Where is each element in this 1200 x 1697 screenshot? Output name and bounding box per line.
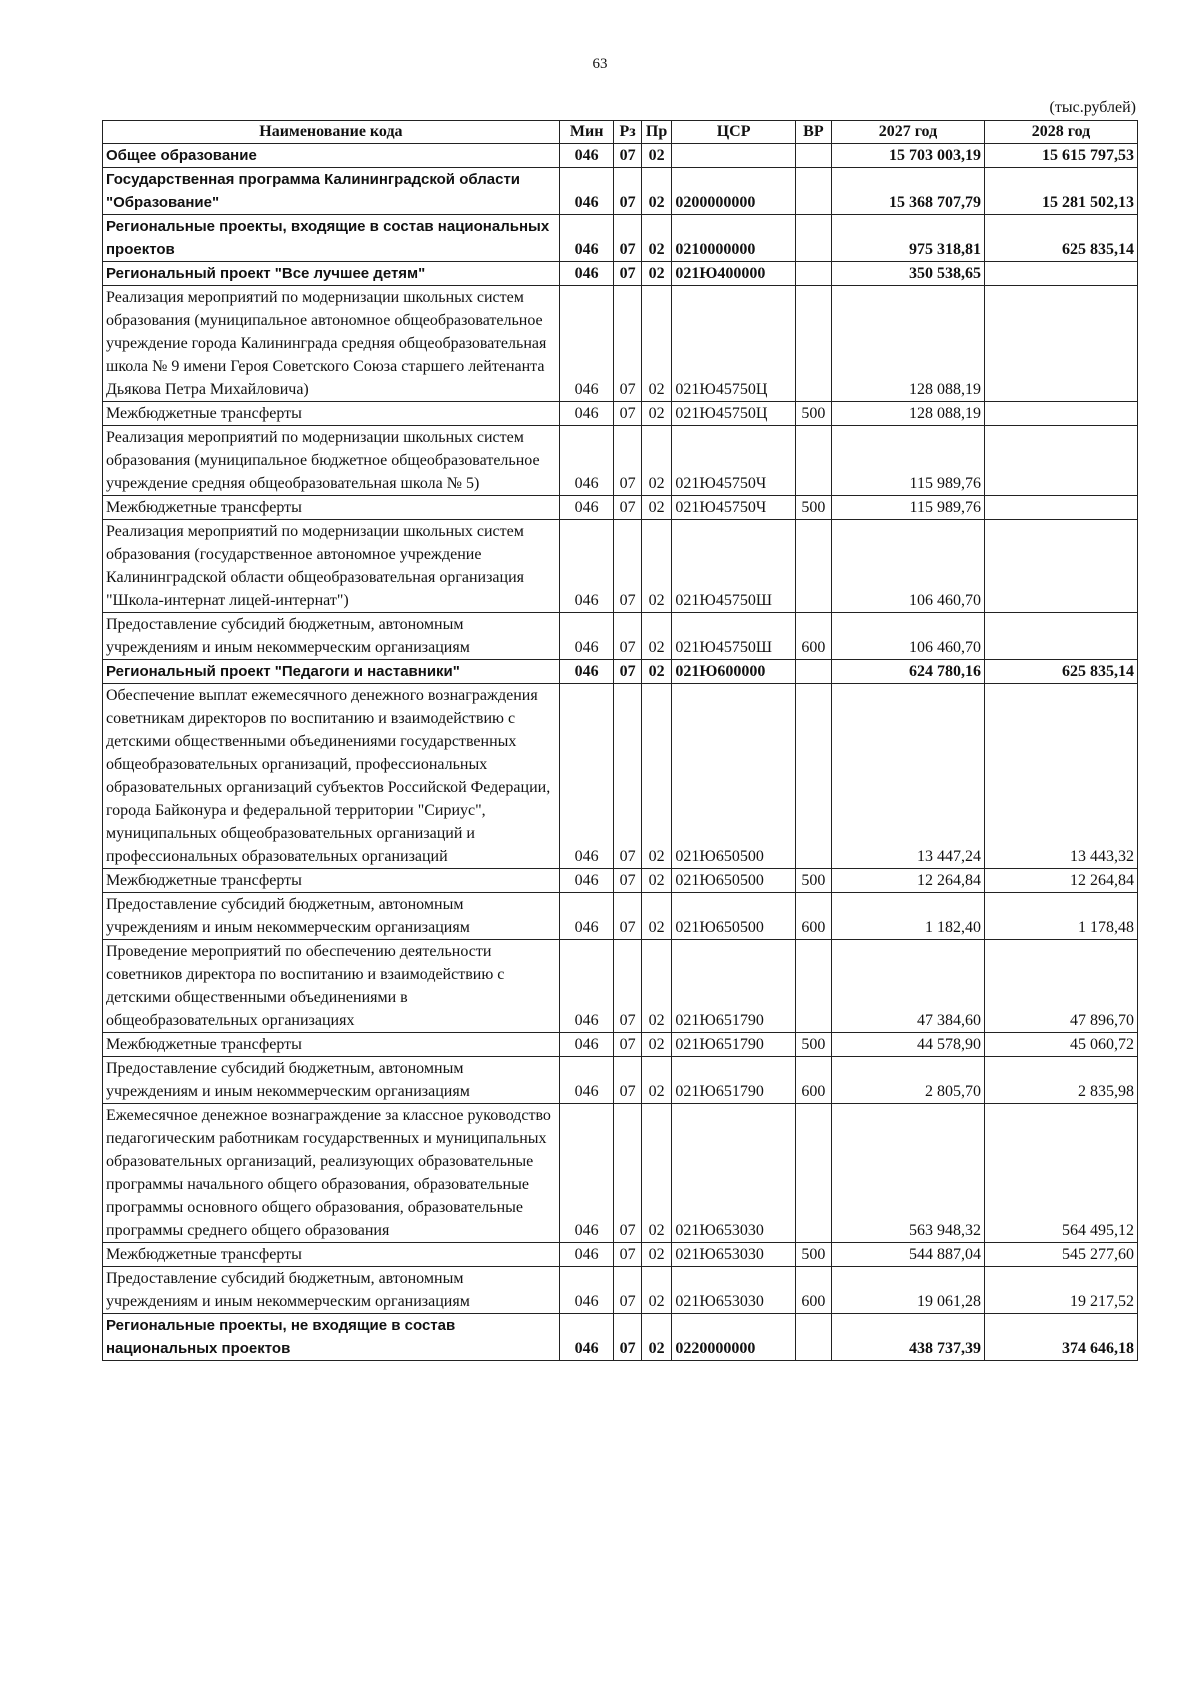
header-pr: Пр (641, 121, 672, 144)
cell-vr (795, 215, 831, 262)
cell-2027: 12 264,84 (831, 869, 984, 893)
cell-2028: 19 217,52 (984, 1267, 1137, 1314)
cell-csr: 021Ю45750Ш (672, 613, 796, 660)
cell-csr: 021Ю650500 (672, 869, 796, 893)
cell-2027: 128 088,19 (831, 286, 984, 402)
cell-min: 046 (559, 660, 614, 684)
cell-vr: 600 (795, 613, 831, 660)
cell-min: 046 (559, 940, 614, 1033)
cell-2027: 15 368 707,79 (831, 168, 984, 215)
cell-2028: 47 896,70 (984, 940, 1137, 1033)
cell-min: 046 (559, 520, 614, 613)
cell-2027: 106 460,70 (831, 520, 984, 613)
cell-2028 (984, 402, 1137, 426)
cell-rz: 07 (614, 940, 641, 1033)
cell-name: Государственная программа Калининградской области "Образование" (103, 168, 560, 215)
cell-name: Межбюджетные трансферты (103, 1243, 560, 1267)
cell-rz: 07 (614, 1314, 641, 1361)
cell-rz: 07 (614, 613, 641, 660)
cell-name: Межбюджетные трансферты (103, 869, 560, 893)
cell-min: 046 (559, 893, 614, 940)
cell-min: 046 (559, 426, 614, 496)
cell-pr: 02 (641, 520, 672, 613)
header-vr: ВР (795, 121, 831, 144)
cell-name: Предоставление субсидий бюджетным, автономным учреждениям и иным некоммерческим организациям (103, 1057, 560, 1104)
cell-csr: 021Ю45750Ч (672, 426, 796, 496)
cell-vr: 600 (795, 1057, 831, 1104)
cell-name: Обеспечение выплат ежемесячного денежного вознаграждения советникам директоров по воспитанию и взаимодействию с детскими общественными объединениями государственных общеобразовательных организаций, профессиональных образовательных организаций субъектов Российской Федерации, города Байконура и федеральной территории "Сириус", муниципальных общеобразовательных организаций и профессиональных образовательных организаций (103, 684, 560, 869)
cell-min: 046 (559, 1243, 614, 1267)
cell-pr: 02 (641, 1033, 672, 1057)
cell-2028 (984, 426, 1137, 496)
table-row (103, 1057, 1138, 1104)
cell-min: 046 (559, 168, 614, 215)
cell-name: Предоставление субсидий бюджетным, автономным учреждениям и иным некоммерческим организациям (103, 893, 560, 940)
cell-name: Межбюджетные трансферты (103, 496, 560, 520)
cell-2027: 115 989,76 (831, 426, 984, 496)
budget-table (102, 120, 1138, 1361)
cell-2027: 47 384,60 (831, 940, 984, 1033)
cell-rz: 07 (614, 1033, 641, 1057)
cell-name: Межбюджетные трансферты (103, 1033, 560, 1057)
cell-vr (795, 426, 831, 496)
cell-2028 (984, 262, 1137, 286)
cell-vr (795, 684, 831, 869)
cell-min: 046 (559, 1314, 614, 1361)
cell-vr (795, 168, 831, 215)
cell-vr (795, 286, 831, 402)
cell-name: Реализация мероприятий по модернизации школьных систем образования (государственное автономное учреждение Калининградской области общеобразовательная организация "Школа-интернат лицей-интернат") (103, 520, 560, 613)
cell-vr: 600 (795, 1267, 831, 1314)
cell-csr: 021Ю600000 (672, 660, 796, 684)
cell-2028 (984, 520, 1137, 613)
cell-min: 046 (559, 215, 614, 262)
cell-min: 046 (559, 144, 614, 168)
cell-2027: 128 088,19 (831, 402, 984, 426)
cell-rz: 07 (614, 426, 641, 496)
cell-pr: 02 (641, 144, 672, 168)
cell-pr: 02 (641, 402, 672, 426)
cell-pr: 02 (641, 613, 672, 660)
table-row (103, 869, 1138, 893)
cell-2028: 545 277,60 (984, 1243, 1137, 1267)
cell-vr: 500 (795, 496, 831, 520)
header-min: Мин (559, 121, 614, 144)
cell-pr: 02 (641, 1104, 672, 1243)
cell-name: Региональный проект "Все лучшее детям" (103, 262, 560, 286)
cell-2028: 1 178,48 (984, 893, 1137, 940)
header-name: Наименование кода (103, 121, 560, 144)
table-row (103, 893, 1138, 940)
cell-2027: 19 061,28 (831, 1267, 984, 1314)
table-row (103, 262, 1138, 286)
header-rz: Рз (614, 121, 641, 144)
cell-rz: 07 (614, 1243, 641, 1267)
cell-vr (795, 1104, 831, 1243)
table-row (103, 426, 1138, 496)
cell-name: Реализация мероприятий по модернизации школьных систем образования (муниципальное бюджетное общеобразовательное учреждение средняя общеобразовательная школа № 5) (103, 426, 560, 496)
page-number: 63 (592, 56, 608, 72)
cell-rz: 07 (614, 1267, 641, 1314)
cell-rz: 07 (614, 893, 641, 940)
cell-csr: 0220000000 (672, 1314, 796, 1361)
units-label: (тыс.рублей) (1049, 99, 1136, 116)
cell-pr: 02 (641, 940, 672, 1033)
cell-name: Региональный проект "Педагоги и наставники" (103, 660, 560, 684)
cell-vr (795, 940, 831, 1033)
table-row (103, 940, 1138, 1033)
cell-pr: 02 (641, 496, 672, 520)
cell-2028: 625 835,14 (984, 660, 1137, 684)
cell-pr: 02 (641, 684, 672, 869)
cell-name: Региональные проекты, не входящие в состав национальных проектов (103, 1314, 560, 1361)
cell-rz: 07 (614, 402, 641, 426)
cell-name: Проведение мероприятий по обеспечению деятельности советников директора по воспитанию и взаимодействию с детскими общественными объединениями в общеобразовательных организациях (103, 940, 560, 1033)
cell-2027: 544 887,04 (831, 1243, 984, 1267)
cell-name: Реализация мероприятий по модернизации школьных систем образования (муниципальное автономное общеобразовательное учреждение города Калининграда средняя общеобразовательная школа № 9 имени Героя Советского Союза старшего лейтенанта Дьякова Петра Михайловича) (103, 286, 560, 402)
cell-2027: 115 989,76 (831, 496, 984, 520)
cell-min: 046 (559, 402, 614, 426)
cell-name: Предоставление субсидий бюджетным, автономным учреждениям и иным некоммерческим организациям (103, 613, 560, 660)
table-row (103, 215, 1138, 262)
cell-vr: 500 (795, 869, 831, 893)
cell-min: 046 (559, 869, 614, 893)
cell-csr: 021Ю45750Ц (672, 402, 796, 426)
cell-csr: 0210000000 (672, 215, 796, 262)
cell-vr (795, 1314, 831, 1361)
cell-2028: 374 646,18 (984, 1314, 1137, 1361)
cell-2028: 12 264,84 (984, 869, 1137, 893)
cell-min: 046 (559, 262, 614, 286)
cell-pr: 02 (641, 869, 672, 893)
table-row (103, 402, 1138, 426)
table-row (103, 144, 1138, 168)
cell-rz: 07 (614, 1057, 641, 1104)
table-row (103, 1243, 1138, 1267)
cell-csr: 021Ю653030 (672, 1243, 796, 1267)
cell-2027: 106 460,70 (831, 613, 984, 660)
table-row (103, 1104, 1138, 1243)
cell-2027: 438 737,39 (831, 1314, 984, 1361)
cell-vr (795, 520, 831, 613)
cell-2028 (984, 613, 1137, 660)
cell-csr: 021Ю651790 (672, 1033, 796, 1057)
cell-csr: 021Ю651790 (672, 940, 796, 1033)
cell-pr: 02 (641, 1314, 672, 1361)
cell-csr: 021Ю400000 (672, 262, 796, 286)
cell-pr: 02 (641, 262, 672, 286)
cell-2028: 2 835,98 (984, 1057, 1137, 1104)
cell-vr (795, 660, 831, 684)
header-csr: ЦСР (672, 121, 796, 144)
cell-2028: 564 495,12 (984, 1104, 1137, 1243)
cell-2028 (984, 286, 1137, 402)
cell-2027: 1 182,40 (831, 893, 984, 940)
table-row (103, 660, 1138, 684)
table-row (103, 286, 1138, 402)
cell-min: 046 (559, 1057, 614, 1104)
cell-2027: 13 447,24 (831, 684, 984, 869)
cell-name: Ежемесячное денежное вознаграждение за классное руководство педагогическим работникам государственных и муниципальных образовательных организаций, реализующих образовательные программы начального общего образования, образовательные программы основного общего образования, образовательные программы среднего общего образования (103, 1104, 560, 1243)
cell-vr (795, 144, 831, 168)
cell-pr: 02 (641, 893, 672, 940)
cell-pr: 02 (641, 215, 672, 262)
cell-rz: 07 (614, 520, 641, 613)
cell-2028: 15 281 502,13 (984, 168, 1137, 215)
table-row (103, 1314, 1138, 1361)
cell-csr: 021Ю45750Ц (672, 286, 796, 402)
cell-name: Межбюджетные трансферты (103, 402, 560, 426)
table-row (103, 496, 1138, 520)
cell-pr: 02 (641, 1057, 672, 1104)
cell-rz: 07 (614, 262, 641, 286)
cell-vr: 600 (795, 893, 831, 940)
cell-rz: 07 (614, 144, 641, 168)
cell-2028: 625 835,14 (984, 215, 1137, 262)
table-row (103, 1033, 1138, 1057)
cell-2028: 15 615 797,53 (984, 144, 1137, 168)
cell-min: 046 (559, 613, 614, 660)
header-2028: 2028 год (984, 121, 1137, 144)
cell-min: 046 (559, 286, 614, 402)
header-2027: 2027 год (831, 121, 984, 144)
cell-pr: 02 (641, 168, 672, 215)
cell-rz: 07 (614, 286, 641, 402)
cell-pr: 02 (641, 660, 672, 684)
table-row (103, 613, 1138, 660)
cell-csr: 021Ю651790 (672, 1057, 796, 1104)
table-row (103, 168, 1138, 215)
cell-csr (672, 144, 796, 168)
cell-2027: 350 538,65 (831, 262, 984, 286)
cell-vr: 500 (795, 402, 831, 426)
cell-2027: 624 780,16 (831, 660, 984, 684)
cell-min: 046 (559, 1267, 614, 1314)
table-row (103, 1267, 1138, 1314)
cell-min: 046 (559, 1104, 614, 1243)
cell-csr: 021Ю650500 (672, 684, 796, 869)
cell-rz: 07 (614, 1104, 641, 1243)
cell-csr: 021Ю650500 (672, 893, 796, 940)
cell-name: Общее образование (103, 144, 560, 168)
cell-min: 046 (559, 496, 614, 520)
cell-2028 (984, 496, 1137, 520)
cell-rz: 07 (614, 660, 641, 684)
table-row (103, 520, 1138, 613)
cell-vr: 500 (795, 1243, 831, 1267)
cell-2027: 563 948,32 (831, 1104, 984, 1243)
cell-2027: 44 578,90 (831, 1033, 984, 1057)
header-row (103, 121, 1138, 144)
cell-rz: 07 (614, 168, 641, 215)
cell-2028: 13 443,32 (984, 684, 1137, 869)
cell-name: Региональные проекты, входящие в состав национальных проектов (103, 215, 560, 262)
cell-csr: 021Ю45750Ч (672, 496, 796, 520)
cell-vr (795, 262, 831, 286)
cell-2028: 45 060,72 (984, 1033, 1137, 1057)
cell-min: 046 (559, 1033, 614, 1057)
cell-pr: 02 (641, 1267, 672, 1314)
cell-2027: 2 805,70 (831, 1057, 984, 1104)
cell-name: Предоставление субсидий бюджетным, автономным учреждениям и иным некоммерческим организациям (103, 1267, 560, 1314)
cell-pr: 02 (641, 286, 672, 402)
cell-csr: 021Ю45750Ш (672, 520, 796, 613)
cell-csr: 0200000000 (672, 168, 796, 215)
cell-pr: 02 (641, 1243, 672, 1267)
cell-rz: 07 (614, 215, 641, 262)
cell-2027: 15 703 003,19 (831, 144, 984, 168)
cell-vr: 500 (795, 1033, 831, 1057)
cell-2027: 975 318,81 (831, 215, 984, 262)
cell-rz: 07 (614, 496, 641, 520)
cell-rz: 07 (614, 684, 641, 869)
cell-csr: 021Ю653030 (672, 1267, 796, 1314)
cell-pr: 02 (641, 426, 672, 496)
table-row (103, 684, 1138, 869)
cell-min: 046 (559, 684, 614, 869)
cell-csr: 021Ю653030 (672, 1104, 796, 1243)
cell-rz: 07 (614, 869, 641, 893)
